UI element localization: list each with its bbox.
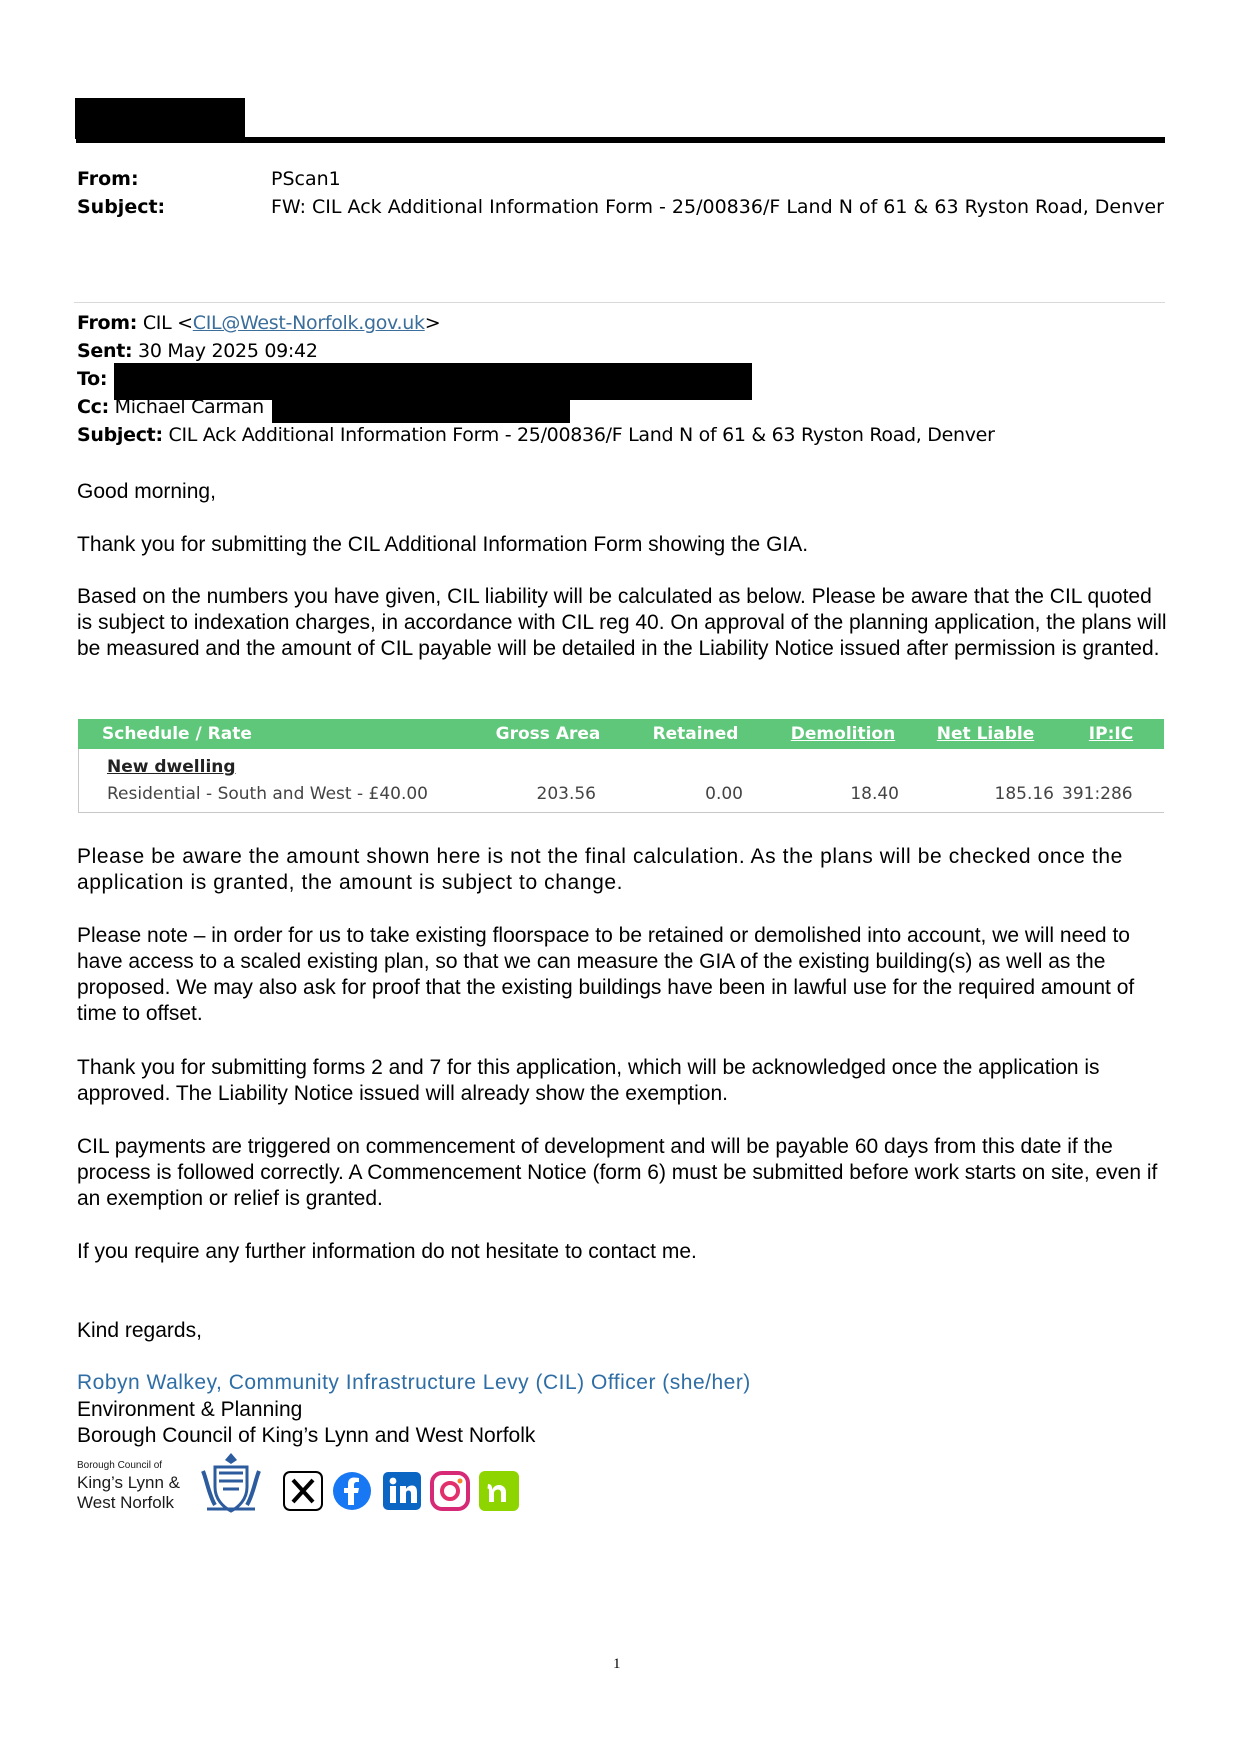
header-schedule-rate: Schedule / Rate [78,719,478,749]
paragraph-1: Thank you for submitting the CIL Additional Information Form showing the GIA. [77,533,809,556]
email-subject-label: Subject: [77,424,163,446]
outer-subject-value: FW: CIL Ack Additional Information Form - 25/00836/F Land N of 61 & 63 Ryston Road, Denver [271,196,1164,218]
cell-retained: 0.00 [705,784,743,804]
redacted-header-block [75,98,245,139]
email-cc-value: Michael Carman [114,396,264,418]
email-to-row [77,368,107,390]
email-cc-row [77,396,264,418]
redacted-cc-address [272,399,570,423]
paragraph-7: If you require any further information do not hesitate to contact me. [77,1240,697,1263]
email-sent-value: 30 May 2025 09:42 [138,340,318,362]
outer-subject-label: Subject: [77,196,166,218]
email-from-name: CIL < [142,312,193,334]
email-cc-label: Cc: [77,396,109,418]
logo-line-3: West Norfolk [77,1493,174,1512]
page-number: 1 [613,1656,621,1672]
linkedin-icon[interactable] [382,1471,422,1511]
cell-demolition: 18.40 [850,784,899,804]
paragraph-6: CIL payments are triggered on commencement of development and will be payable 60 days from this date if the process is followed correctly. A Commencement Notice (form 6) must be submitted before work starts on site, even if an exemption or relief is granted. [77,1135,1158,1210]
email-to-label: To: [77,368,108,390]
table-group-row [78,749,1164,779]
email-from-row [77,312,440,334]
email-from-close: > [424,312,441,334]
cell-ip-ic: 391:286 [1062,784,1133,804]
email-subject-value: CIL Ack Additional Information Form - 25/00836/F Land N of 61 & 63 Ryston Road, Denver [168,424,995,446]
signature-department: Environment & Planning [77,1398,303,1421]
signature-organisation: Borough Council of King’s Lynn and West Norfolk [77,1424,536,1447]
table-header-row [78,719,1164,749]
x-icon[interactable] [283,1471,323,1511]
cell-gross-area: 203.56 [536,784,596,804]
nextdoor-icon[interactable] [479,1471,519,1511]
header-rule [76,137,1165,143]
email-subject-row [77,424,995,446]
instagram-icon[interactable] [430,1471,470,1511]
outer-from-label: From: [77,168,139,190]
email-sent-label: Sent: [77,340,133,362]
redacted-to-recipients [114,363,752,400]
paragraph-2: Based on the numbers you have given, CIL liability will be calculated as below. Please be aware that the CIL quoted is subject to indexation charges, in accordance with CIL reg 40. On approval of the planning application, the plans will be measured and the amount of CIL payable will be detailed in the Liability Notice issued after permission is granted. [77,585,1167,660]
header-ip-ic[interactable]: IP:IC [1058,719,1164,749]
signature-name: Robyn Walkey, Community Infrastructure Levy (CIL) Officer (she/her) [77,1371,751,1394]
greeting: Good morning, [77,480,216,503]
email-from-address-link[interactable]: CIL@West-Norfolk.gov.uk [192,312,425,334]
paragraph-3: Please be aware the amount shown here is not the final calculation. As the plans will be checked once the application is granted, the amount is subject to change. [77,845,1123,894]
group-new-dwelling: New dwelling [107,757,236,777]
logo-line-2: King’s Lynn & [77,1473,181,1492]
header-gross-area: Gross Area [478,719,618,749]
council-crest-icon [197,1449,265,1517]
cell-schedule-rate: Residential - South and West - £40.00 [107,784,428,804]
email-sent-row [77,340,318,362]
paragraph-4: Please note – in order for us to take existing floorspace to be retained or demolished into account, we will need to have access to a scaled existing plan, so that we can measure the GIA of the existing building(s) as well as the proposed. We may also ask for proof that the existing buildings have been in lawful use for the required amount of time to offset. [77,924,1135,1025]
header-separator [74,302,1165,303]
email-from-label: From: [77,312,138,334]
facebook-icon[interactable] [332,1471,372,1511]
table-row [78,779,1164,809]
header-demolition[interactable]: Demolition [773,719,913,749]
header-net-liable[interactable]: Net Liable [913,719,1058,749]
cell-net-liable: 185.16 [994,784,1054,804]
paragraph-5: Thank you for submitting forms 2 and 7 for this application, which will be acknowledged once the application is approved. The Liability Notice issued will already show the exemption. [77,1056,1100,1105]
closing: Kind regards, [77,1319,202,1342]
outer-from-value: PScan1 [271,168,341,190]
header-retained: Retained [618,719,773,749]
cil-calculation-table [78,719,1164,809]
logo-line-1: Borough Council of [77,1460,163,1471]
